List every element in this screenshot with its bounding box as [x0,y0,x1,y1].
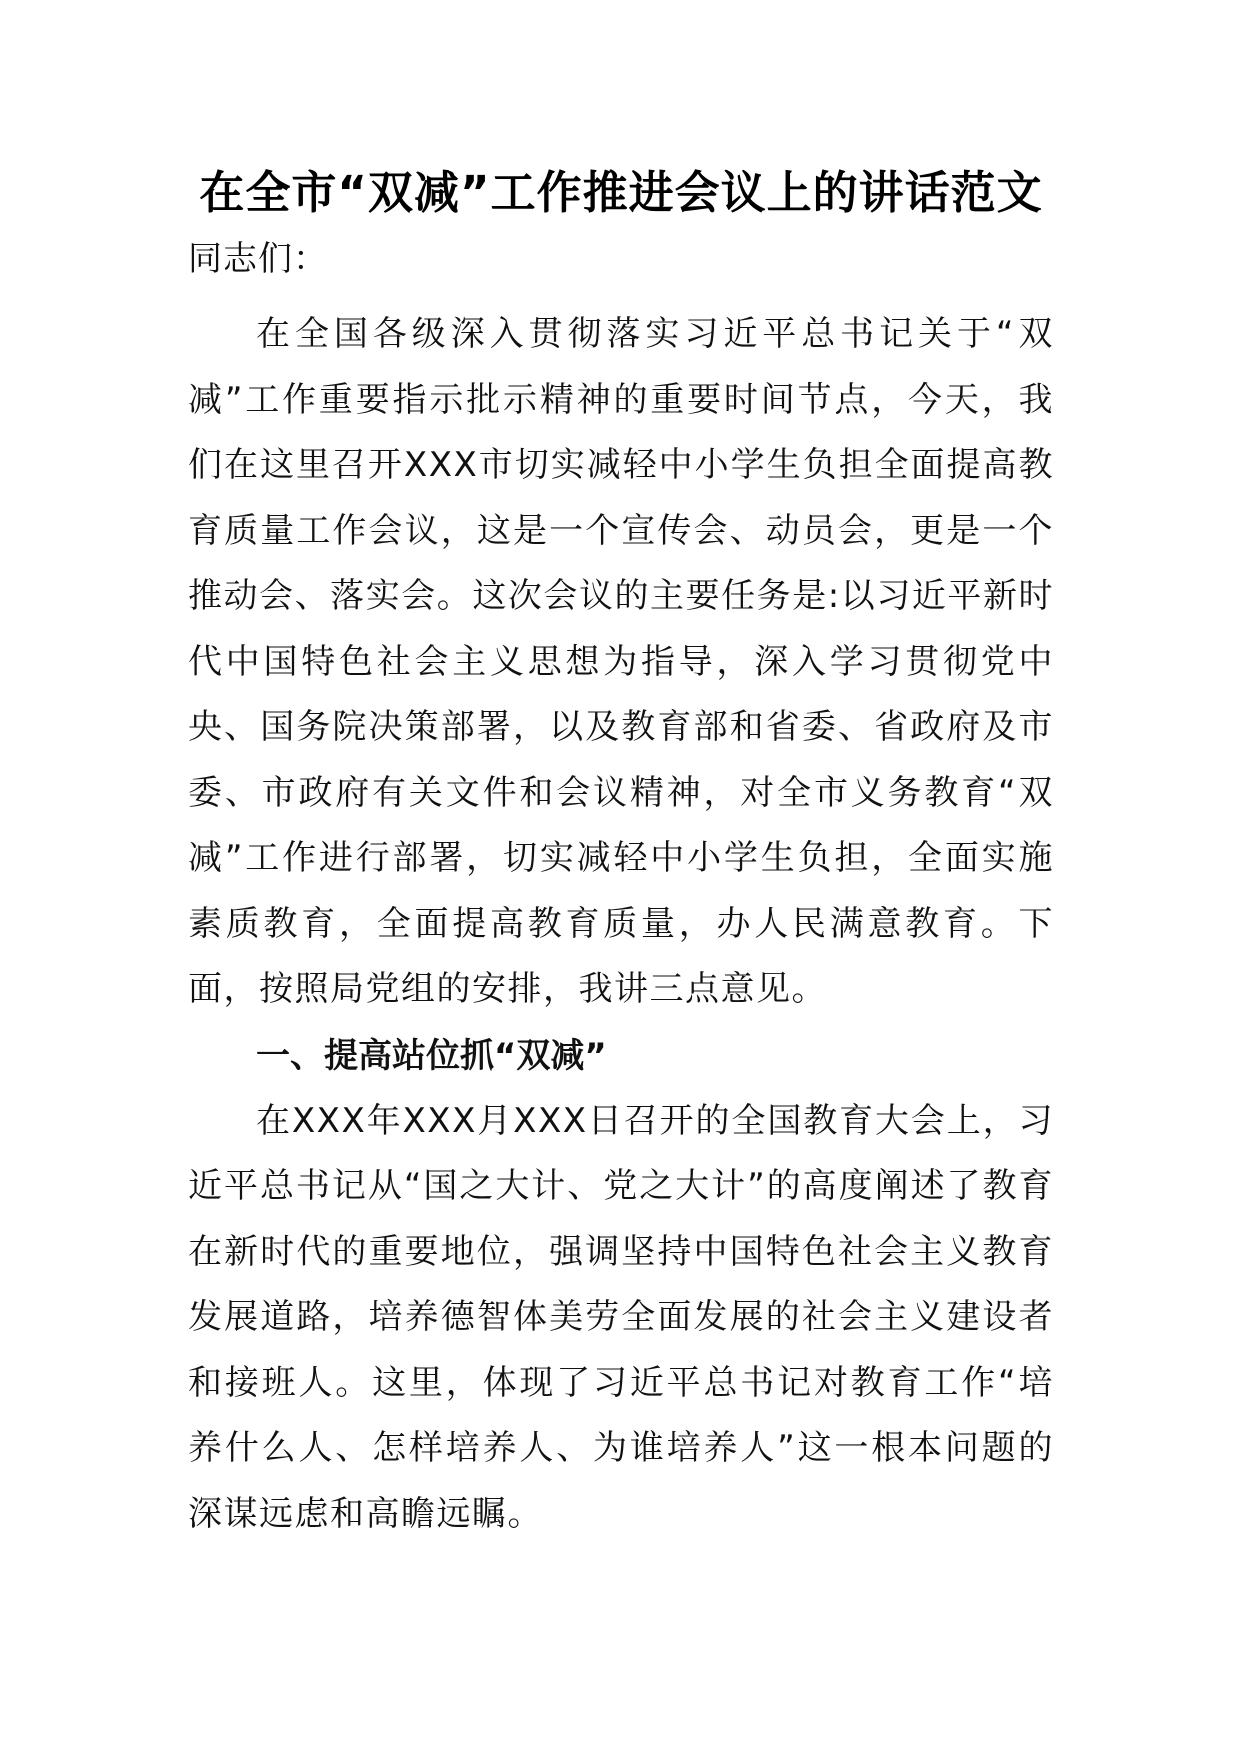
document-body [188,160,1054,1547]
section-heading-1: 一、提高站位抓“双减” [256,1035,607,1076]
document-title: 在全市“双减”工作推进会议上的讲话范文 [199,166,1043,219]
salutation: 同志们： [188,239,328,279]
paragraph-section-1: 在XXX年XXX月XXX日召开的全国教育大会上，习近平总书记从“国之大计、党之大计”的高度阐述了教育在新时代的重要地位，强调坚持中国特色社会主义教育发展道路，培养德智体美劳全面发展的社会主义建设者和接班人。这里，体现了习近平总书记对教育工作“培养什么人、怎样培养人、为谁培养人”这一根本问题的深谋远虑和高瞻远瞩。 [188,1100,1054,1534]
paragraph-intro: 在全国各级深入贯彻落实习近平总书记关于“双减”工作重要指示批示精神的重要时间节点，今天，我们在这里召开XXX市切实减轻中小学生负担全面提高教育质量工作会议，这是一个宣传会、动员会，更是一个推动会、落实会。这次会议的主要任务是:以习近平新时代中国特色社会主义思想为指导，深入学习贯彻党中央、国务院决策部署，以及教育部和省委、省政府及市委、市政府有关文件和会议精神，对全市义务教育“双减”工作进行部署，切实减轻中小学生负担，全面实施素质教育，全面提高教育质量，办人民满意教育。下面，按照局党组的安排，我讲三点意见。 [188,314,1054,1009]
